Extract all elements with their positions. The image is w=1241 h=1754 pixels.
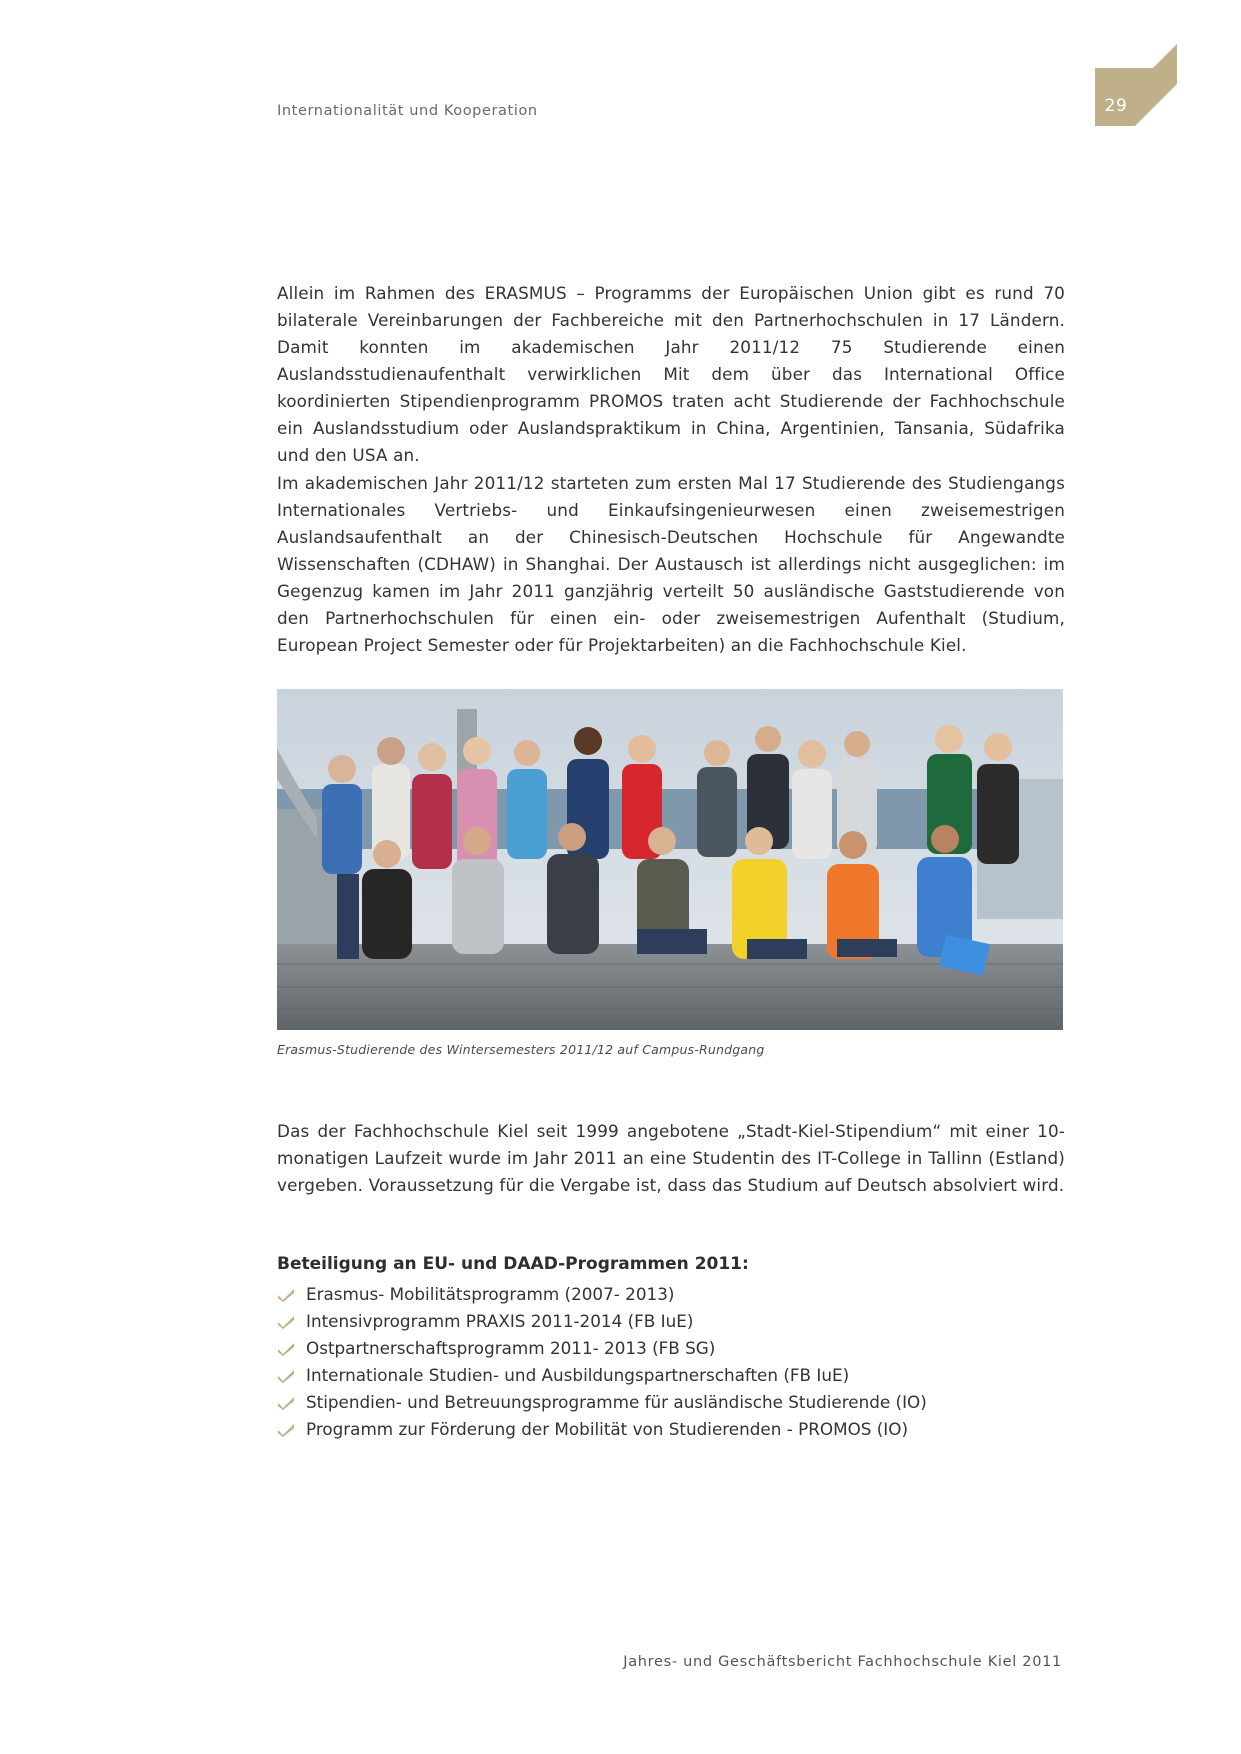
list-item — [277, 1389, 927, 1416]
programs-list — [277, 1281, 927, 1443]
list-item-label: Stipendien- und Betreuungsprogramme für ausländische Studierende (IO) — [306, 1392, 927, 1412]
check-arrow-icon — [277, 1341, 295, 1356]
list-item — [277, 1416, 927, 1443]
list-item — [277, 1335, 927, 1362]
programs-heading: Beteiligung an EU- und DAAD-Programmen 2011: — [277, 1254, 749, 1274]
paragraph-exchange: Im akademischen Jahr 2011/12 starteten zum ersten Mal 17 Studierende des Studiengangs Internationales Vertriebs- und Einkaufsingenieurwesen einen zweisemestrigen Auslandsaufenthalt an der Chinesisch-Deutschen Hochschule für Angewandte Wissenschaften (CDHAW) in Shanghai. Der Austausch ist allerdings nicht ausgeglichen: im Gegenzug kamen im Jahr 2011 ganzjährig verteilt 50 ausländische Gaststudierende von den Partnerhochschulen für einen ein- oder zweisemestrigen Aufenthalt (Studium, European Project Semester oder für Projektarbeiten) an die Fachhochschule Kiel. — [277, 473, 1065, 655]
list-item-label: Erasmus- Mobilitätsprogramm (2007- 2013) — [306, 1284, 675, 1304]
list-item-label: Programm zur Förderung der Mobilität von Studierenden - PROMOS (IO) — [306, 1419, 909, 1439]
check-arrow-icon — [277, 1422, 295, 1437]
list-item-label: Internationale Studien- und Ausbildungspartnerschaften (FB IuE) — [306, 1365, 850, 1385]
section-title: Internationalität und Kooperation — [277, 103, 538, 119]
list-item — [277, 1362, 927, 1389]
list-item-label: Intensivprogramm PRAXIS 2011-2014 (FB IuE) — [306, 1311, 694, 1331]
paragraph-erasmus: Allein im Rahmen des ERASMUS – Programms der Europäischen Union gibt es rund 70 bilaterale Vereinbarungen der Fachbereiche mit den Partnerhochschulen in 17 Ländern. Damit konnten im akademischen Jahr 2011/12 75 Studierende einen Auslandsstudienaufenthalt verwirklichen Mit dem über das International Office koordinierten Stipendienprogramm PROMOS traten acht Studierende der Fachhochschule ein Auslandsstudium oder Auslandspraktikum in China, Argentinien, Tansania, Südafrika und den USA an. — [277, 283, 1065, 465]
check-arrow-icon — [277, 1368, 295, 1383]
list-item — [277, 1281, 927, 1308]
page-number: 29 — [1104, 96, 1128, 116]
check-arrow-icon — [277, 1395, 295, 1410]
check-arrow-icon — [277, 1287, 295, 1302]
list-item-label: Ostpartnerschaftsprogramm 2011- 2013 (FB SG) — [306, 1338, 716, 1358]
group-photo — [277, 689, 1063, 1030]
paragraph-stipendium: Das der Fachhochschule Kiel seit 1999 angebotene „Stadt-Kiel-Stipendium“ mit einer 10-monatigen Laufzeit wurde im Jahr 2011 an eine Studentin des IT-College in Tallinn (Estland) vergeben. Voraussetzung für die Vergabe ist, dass das Studium auf Deutsch absolviert wird. — [277, 1121, 1065, 1195]
photo-caption: Erasmus-Studierende des Wintersemesters 2011/12 auf Campus-Rundgang — [277, 1042, 765, 1057]
check-arrow-icon — [277, 1314, 295, 1329]
footer-text: Jahres- und Geschäftsbericht Fachhochschule Kiel 2011 — [623, 1654, 1062, 1670]
list-item — [277, 1308, 927, 1335]
